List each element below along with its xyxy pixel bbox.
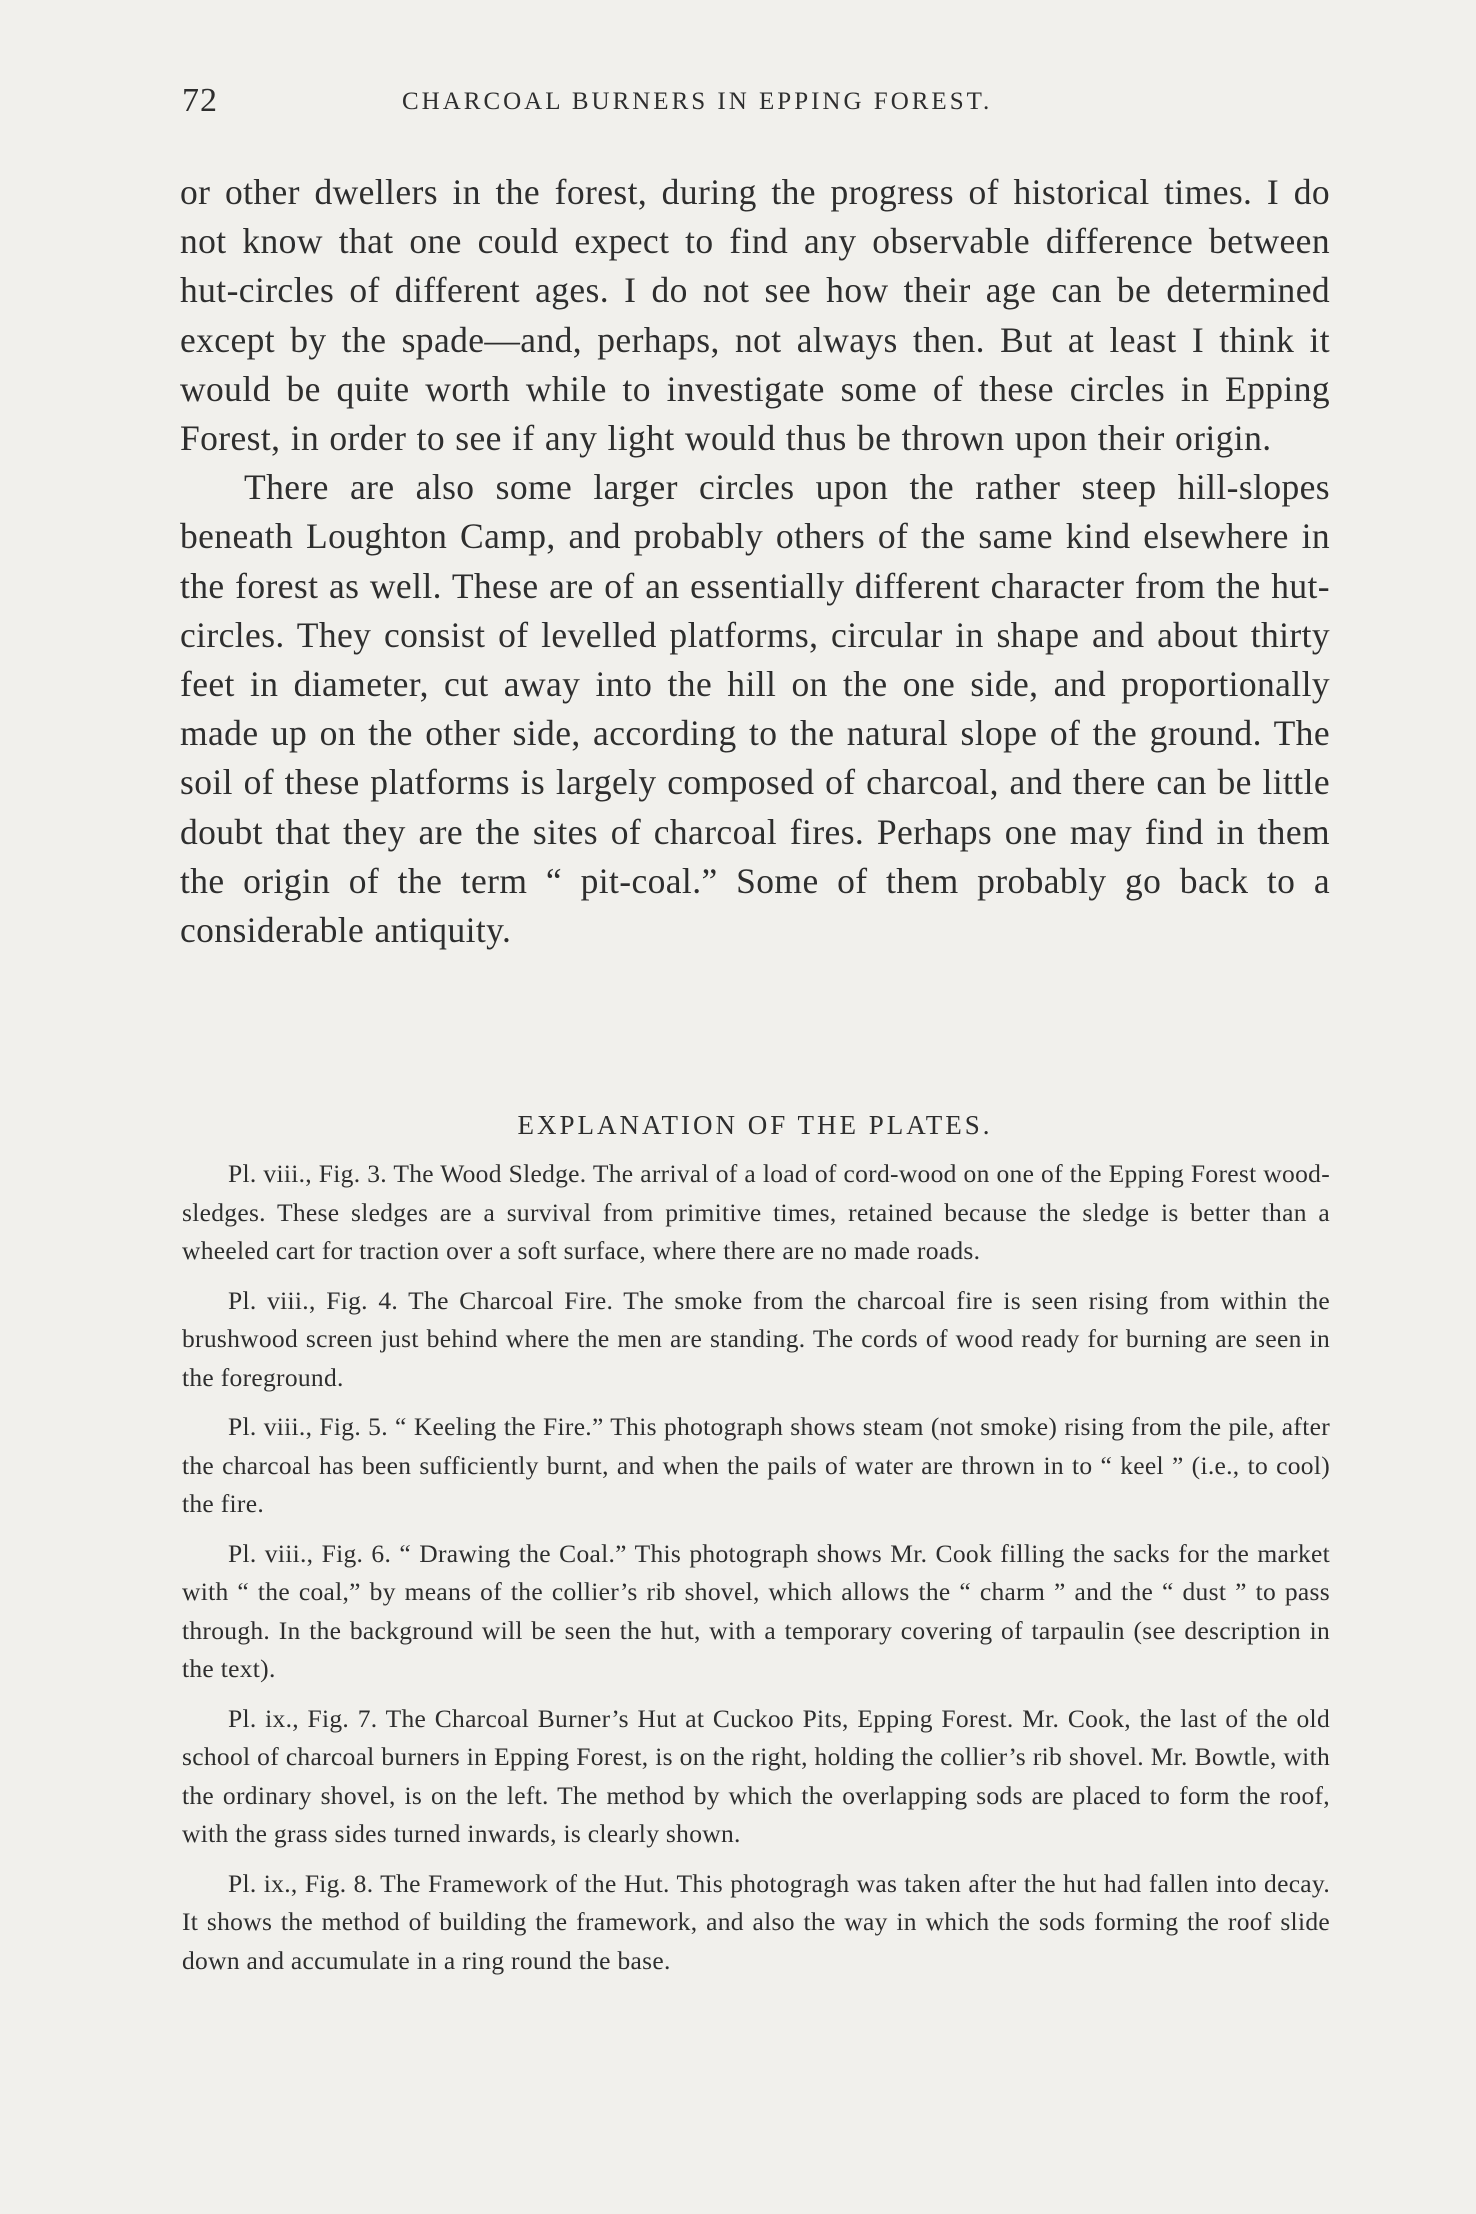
plate-caption: Pl. ix., Fig. 7. The Charcoal Burner’s Hut at Cuckoo Pits, Epping Forest. Mr. Cook, the last of the old school of charcoal burners in Epping Forest, is on the right, holding the collier’s rib shovel. Mr. Bowtle, with the ordinary shovel, is on the left. The method by which the overlapping sods are placed to form the roof, with the grass sides turned inwards, is clearly shown. xyxy=(182,1703,1330,1848)
plate-caption: Pl. viii., Fig. 5. “ Keeling the Fire.” This photograph shows steam (not smoke) rising from the pile, after the charcoal has been sufficiently burnt, and when the pails of water are thrown in to “ keel ” (i.e., to cool) the fire. xyxy=(182,1412,1330,1518)
plate-caption: Pl. viii., Fig. 3. The Wood Sledge. The arrival of a load of cord-wood on one of the Epping Forest wood-sledges. These sledges are a survival from primitive times, retained because the sledge is better than a wheeled cart for traction over a soft surface, where there are no made roads. xyxy=(182,1159,1330,1265)
plates-explanation xyxy=(182,1155,1330,1991)
plate-caption: Pl. viii., Fig. 6. “ Drawing the Coal.” This photograph shows Mr. Cook filling the sacks for the market with “ the coal,” by means of the collier’s rib shovel, which allows the “ charm ” and the “ dust ” to pass through. In the background will be seen the hut, with a temporary covering of tarpaulin (see description in the text). xyxy=(182,1538,1330,1683)
running-head xyxy=(182,82,1332,132)
body-paragraph-continued: or other dwellers in the forest, during the progress of historical times. I do not know that one could expect to find any observable difference between hut-circles of different ages. I do not see how their age can be determined except by the spade—and, perhaps, not always then. But at least I think it would be quite worth while to investigate some of these circles in Epping Forest, in order to see if any light would thus be thrown upon their origin. xyxy=(180,172,1330,459)
section-heading: EXPLANATION OF THE PLATES. xyxy=(517,1110,993,1140)
running-head-title: CHARCOAL BURNERS IN EPPING FOREST. xyxy=(402,88,993,115)
body-text xyxy=(180,168,1330,955)
plate-caption: Pl. ix., Fig. 8. The Framework of the Hut. This photogragh was taken after the hut had fallen into decay. It shows the method of building the framework, and also the way in which the sods forming the roof slide down and accumulate in a ring round the base. xyxy=(182,1868,1330,1975)
plate-caption: Pl. viii., Fig. 4. The Charcoal Fire. The smoke from the charcoal fire is seen rising from within the brushwood screen just behind where the men are standing. The cords of wood ready for burning are seen in the foreground. xyxy=(182,1285,1330,1392)
page-number: 72 xyxy=(182,82,218,119)
body-paragraph: There are also some larger circles upon the rather steep hill-slopes beneath Loughton Camp, and probably others of the same kind elsewhere in the forest as well. These are of an essentially different character from the hut-circles. They consist of levelled platforms, circular in shape and about thirty feet in diameter, cut away into the hill on the one side, and proportionally made up on the other side, according to the natural slope of the ground. The soil of these platforms is largely composed of charcoal, and there can be little doubt that they are the sites of charcoal fires. Perhaps one may find in them the origin of the term “ pit-coal.” Some of them probably go back to a considerable antiquity. xyxy=(180,467,1330,951)
